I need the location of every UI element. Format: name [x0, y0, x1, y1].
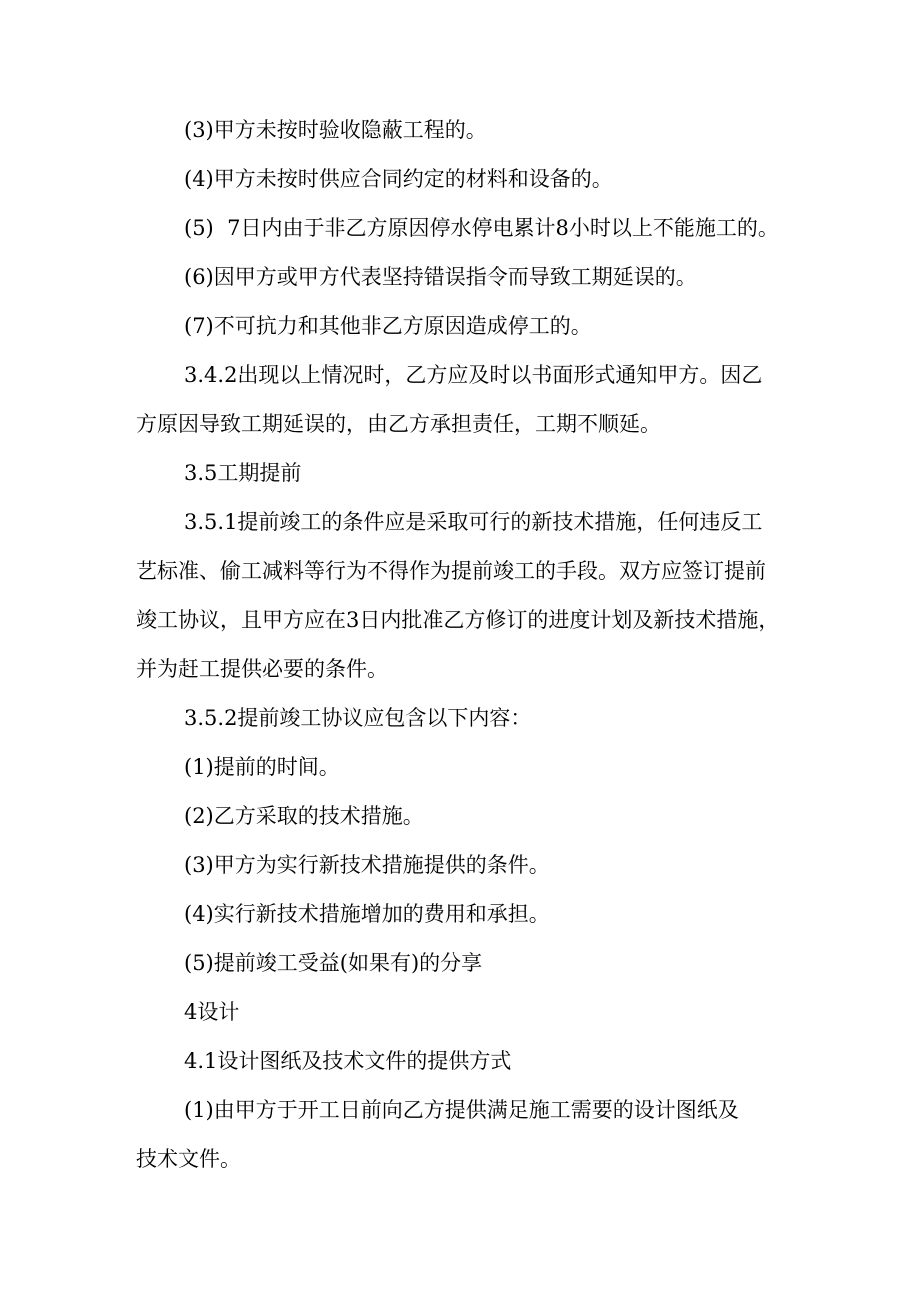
text-line: (3)甲方为实行新技术措施提供的条件。: [184, 853, 550, 877]
paragraph-6: [136, 253, 804, 302]
text-line: (3)甲方未按时验收隐蔽工程的。: [184, 118, 487, 142]
text-line: 4设计: [184, 1000, 240, 1024]
paragraph-3-4-2: [136, 351, 804, 449]
list-item-3: [136, 841, 804, 890]
paragraph-3-5-2: [136, 694, 804, 743]
list-item-2: [136, 792, 804, 841]
text-line: 方原因导致工期延误的，由乙方承担责任，工期不顺延。: [136, 412, 661, 436]
heading-4-1: [136, 1037, 804, 1086]
text-line: 4.1设计图纸及技术文件的提供方式: [184, 1049, 512, 1073]
text-line: 3.5工期提前: [184, 461, 302, 485]
text-line: 艺标准、偷工减料等行为不得作为提前竣工的手段。双方应签订提前: [136, 559, 766, 583]
text-line: 3.4.2出现以上情况时，乙方应及时以书面形式通知甲方。因乙: [184, 363, 763, 387]
text-line: (1)由甲方于开工日前向乙方提供满足施工需要的设计图纸及: [184, 1098, 739, 1122]
text-line: 并为赶工提供必要的条件。: [136, 657, 388, 681]
paragraph-7: [136, 302, 804, 351]
paragraph-4-1-1: [136, 1086, 804, 1184]
list-item-1: [136, 743, 804, 792]
heading-3-5: [136, 449, 804, 498]
list-item-4: [136, 890, 804, 939]
paragraph-3-5-1: [136, 498, 804, 694]
text-line: (4)实行新技术措施增加的费用和承担。: [184, 902, 550, 926]
text-line: 竣工协议，且甲方应在3日内批准乙方修订的进度计划及新技术措施，: [136, 608, 780, 632]
text-line: 3.5.1提前竣工的条件应是采取可行的新技术措施，任何违反工: [184, 510, 763, 534]
text-line: 3.5.2提前竣工协议应包含以下内容：: [184, 706, 532, 730]
text-line: (2)乙方采取的技术措施。: [184, 804, 424, 828]
paragraph-3: [136, 106, 804, 155]
text-line: 技术文件。: [136, 1147, 241, 1171]
text-line: (7)不可抗力和其他非乙方原因造成停工的。: [184, 314, 592, 338]
list-item-5: [136, 939, 804, 988]
text-line: (1)提前的时间。: [184, 755, 340, 779]
heading-4: [136, 988, 804, 1037]
text-line: (5) 7日内由于非乙方原因停水停电累计8小时以上不能施工的。: [184, 216, 779, 240]
text-line: (5)提前竣工受益(如果有)的分享: [184, 951, 483, 975]
text-line: (6)因甲方或甲方代表坚持错误指令而导致工期延误的。: [184, 265, 697, 289]
paragraph-5: [136, 204, 804, 253]
paragraph-4: [136, 155, 804, 204]
text-line: (4)甲方未按时供应合同约定的材料和设备的。: [184, 167, 613, 191]
